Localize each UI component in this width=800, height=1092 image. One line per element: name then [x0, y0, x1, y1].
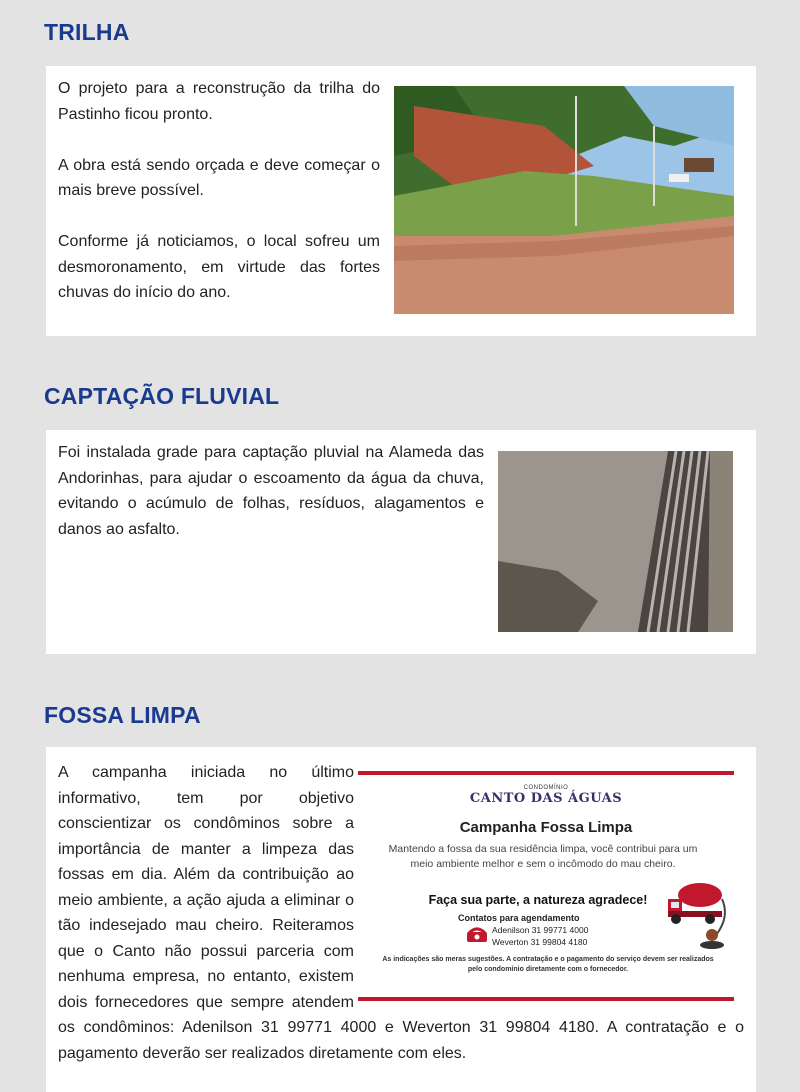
- card-fossa: [46, 747, 756, 1092]
- fossa-text: [58, 760, 744, 1066]
- poster-note: As indicações são meras sugestões. A contratação e o pagamento do serviço devem ser realizados pelo condomínio diretamente com o fornecedor.: [382, 956, 714, 973]
- section-title-trilha: TRILHA: [44, 19, 130, 45]
- poster-contact-2: Weverton 31 99804 4180: [492, 937, 588, 947]
- fossa-paragraph: A campanha iniciada no último informativo, tem por objetivo conscientizar os condôminos sobre a importância de manter a limpeza das fossas em dia. Além da contribuição ao meio ambiente, a ação ajuda a eliminar o tão indesejado mau cheiro. Reiteramos que o Canto não possui parceria com nenhuma empresa, no entanto, existem dois fornecedores que sempre atendem os condôminos: Adenilson 31 99771 4000 e Weverton 31 99804 4180. A contratação e o pagamento deverão ser realizados diretamente com eles.: [58, 764, 744, 1062]
- poster-contacts-label: Contatos para agendamento: [458, 913, 580, 923]
- trilha-text: [58, 76, 380, 331]
- captacao-text: [58, 440, 484, 568]
- trilha-paragraph-2: A obra está sendo orçada e deve começar o mais breve possível.: [58, 156, 380, 199]
- poster-title: Campanha Fossa Limpa: [459, 819, 633, 836]
- poster-contact-1: Adenilson 31 99771 4000: [492, 925, 589, 935]
- captacao-paragraph-1: Foi instalada grade para captação pluvial na Alameda das Andorinhas, para ajudar o escoamento da água da chuva, evitando o acúmulo de folhas, resíduos, alagamentos e danos ao asfalto.: [58, 444, 484, 538]
- section-title-fossa: FOSSA LIMPA: [44, 702, 201, 728]
- trilha-photo: [394, 86, 734, 314]
- captacao-photo: [498, 451, 733, 632]
- poster-float-spacer: [354, 760, 744, 990]
- poster-brand-logo: CANTO DAS ÁGUAS: [469, 791, 623, 806]
- card-captacao: [46, 430, 756, 654]
- poster-brand-small: CONDOMÍNIO: [523, 785, 569, 791]
- poster-call-to-action: Faça sua parte, a natureza agradece!: [428, 893, 648, 907]
- trilha-paragraph-1: O projeto para a reconstrução da trilha do Pastinho ficou pronto.: [58, 80, 380, 123]
- trilha-paragraph-3: Conforme já noticiamos, o local sofreu um desmoronamento, em virtude das fortes chuvas do início do ano.: [58, 233, 380, 301]
- card-trilha: [46, 66, 756, 336]
- section-title-captacao: CAPTAÇÃO FLUVIAL: [44, 383, 280, 409]
- poster-description: Mantendo a fossa da sua residência limpa, você contribui para um meio ambiente melhor e sem o incômodo do mau cheiro.: [388, 843, 698, 870]
